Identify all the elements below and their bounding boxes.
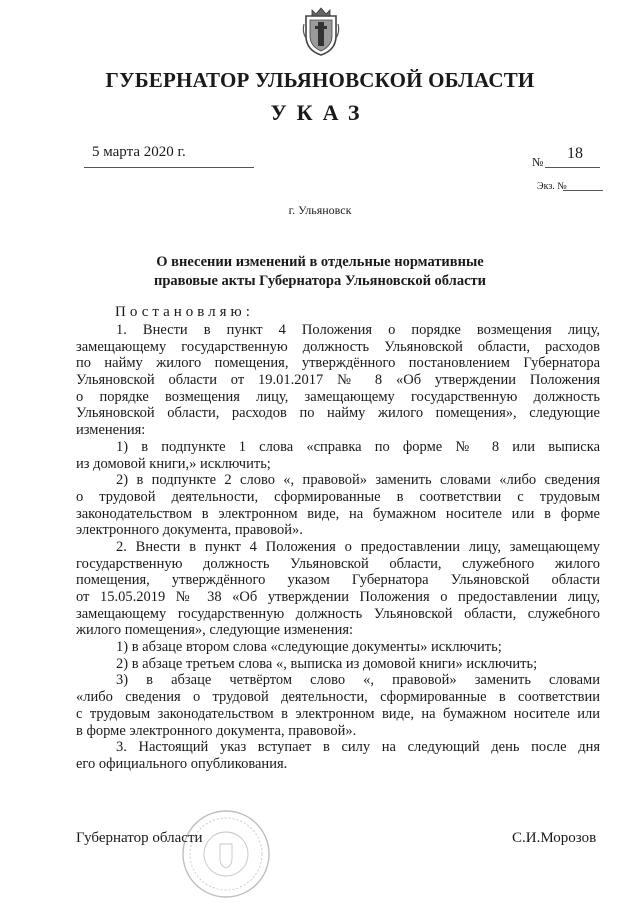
date-underline [84, 167, 254, 168]
coat-of-arms-icon [302, 6, 340, 56]
body-line: по найму жилого помещения, утверждённого постановлением Губернатора [76, 355, 600, 372]
body-line: Ульяновской области от 19.01.2017 № 8 «Об утверждении Положения [76, 372, 600, 389]
body-line: 1. Внести в пункт 4 Положения о порядке возмещения лицу, [116, 322, 600, 338]
number-underline [545, 167, 600, 168]
copy-number-label: Экз. № [537, 181, 567, 192]
body-line: 3) в абзаце четвёртом слово «, правовой» заменить словами [116, 672, 600, 689]
body-line: в форме электронного документа, правовой». [76, 722, 357, 739]
body-line: от 15.05.2019 № 38 «Об утверждении Положения о предоставлении лицу, [76, 589, 600, 605]
official-seal-icon [180, 808, 272, 900]
body-line: о порядке возмещения лицу, замещающему государственную должность [76, 388, 600, 405]
body-line: 1) в подпункте 1 слова «справка по форме № 8 или выписка [116, 438, 600, 455]
body-line: жилого помещения», следующие изменения: [76, 622, 354, 639]
body-line: 3. Настоящий указ вступает в силу на следующий день после дня [116, 739, 600, 756]
body-line: электронного документа, правовой». [76, 522, 303, 539]
body-line: из домовой книги,» исключить; [76, 455, 271, 472]
body-line: замещающему государственную должность Ульяновской области, расходов [76, 338, 600, 355]
document-title-line: О внесении изменений в отдельные нормативные [156, 254, 484, 270]
city: г. Ульяновск [288, 203, 352, 217]
body-line: государственную должность Ульяновской области, служебного жилого [76, 555, 600, 572]
document-body [76, 322, 600, 773]
document-number: 18 [567, 145, 583, 162]
body-line: изменения: [76, 422, 146, 439]
body-line: 2. Внести в пункт 4 Положения о предоставлении лицу, замещающему [116, 538, 600, 555]
body-line: замещающему государственную должность Ульяновской области, служебного [76, 605, 600, 622]
document-title-line: правовые акты Губернатора Ульяновской области [154, 273, 486, 289]
body-line: с трудовым законодательством в электронном виде, на бумажном носителе или [76, 705, 600, 722]
body-line: законодательством в электронном виде, на бумажном носителе или в форме [76, 505, 600, 522]
signatory-position: Губернатор области [76, 830, 203, 846]
body-line: Ульяновской области, расходов по найму жилого помещения», следующие [76, 405, 600, 422]
body-line: помещения, утверждённого указом Губернатора Ульяновской области [76, 572, 600, 589]
body-line: 2) в абзаце третьем слова «, выписка из домовой книги» исключить; [116, 655, 538, 672]
preamble: Постановляю: [115, 304, 254, 320]
body-line: «либо сведения о трудовой деятельности, сформированные в соответствии [76, 689, 600, 706]
issuing-authority: ГУБЕРНАТОР УЛЬЯНОВСКОЙ ОБЛАСТИ [105, 68, 535, 92]
number-sign: № [532, 155, 544, 169]
body-line: о трудовой деятельности, сформированные в соответствии с трудовым [76, 488, 600, 505]
document-type: УКАЗ [270, 100, 370, 125]
body-line: 2) в подпункте 2 слово «, правовой» заменить словами «либо сведения [116, 472, 600, 489]
body-line: его официального опубликования. [76, 755, 288, 772]
signatory-name: С.И.Морозов [512, 830, 597, 846]
copy-number-underline [563, 190, 603, 191]
document-date: 5 марта 2020 г. [92, 144, 186, 160]
body-line: 1) в абзаце втором слова «следующие документы» исключить; [116, 639, 502, 656]
